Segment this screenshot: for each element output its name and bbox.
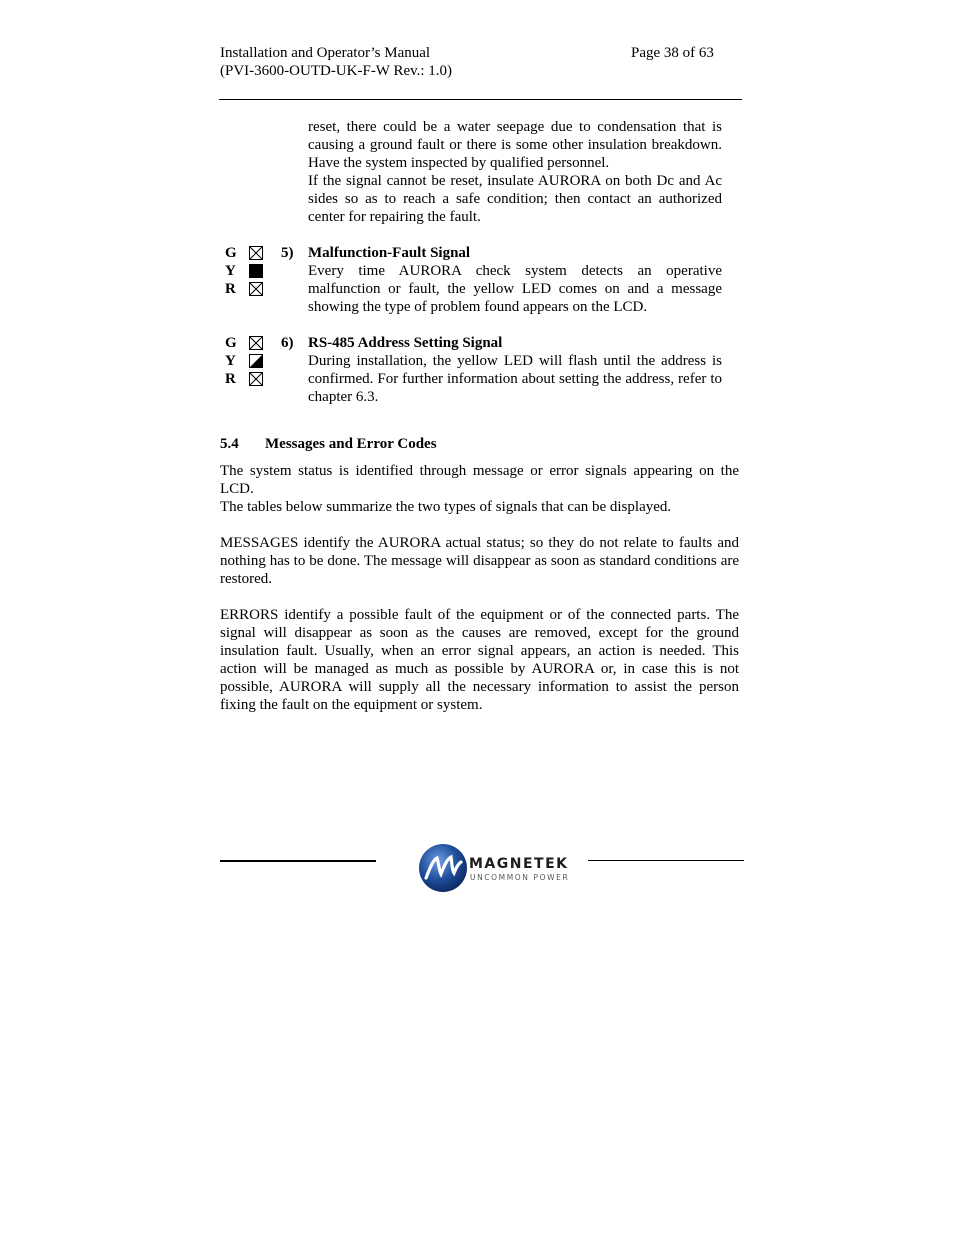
logo-brand-name: MAGNETEK — [469, 856, 569, 872]
continuation-paragraph-1: reset, there could be a water seepage due to condensation that is causing a ground fault or there is some other insulation breakdown. Have the system inspected by qualified personnel. — [308, 119, 722, 171]
led-labels-signal-5 — [225, 244, 241, 298]
led-label-g: G — [225, 335, 237, 351]
signal-number-5: 5) — [281, 245, 294, 261]
led-off-icon — [249, 372, 263, 386]
led-label-y: Y — [225, 263, 236, 279]
intro-paragraph-2: The tables below summarize the two types of signals that can be displayed. — [220, 499, 672, 515]
manual-title: Installation and Operator’s Manual — [220, 45, 431, 61]
messages-text: MESSAGES identify the AURORA actual status; so they do not relate to faults and nothing has to be done. The message will disappear as soon as standard conditions are restored. — [220, 535, 739, 587]
magnetek-logo-icon — [417, 842, 469, 894]
intro-paragraph: The system status is identified through message or error signals appearing on the LCD. — [220, 463, 739, 497]
led-off-icon — [249, 282, 263, 296]
signal-description: Every time AURORA check system detects an operative malfunction or fault, the yellow LED comes on and a message showing the type of problem found appears on the LCD. — [308, 263, 722, 315]
led-label-r: R — [225, 371, 236, 387]
signal-title: RS-485 Address Setting Signal — [308, 335, 503, 351]
signal-description: During installation, the yellow LED will flash until the address is confirmed. For further information about setting the address, refer to chapter 6.3. — [308, 353, 722, 405]
footer-rule-left — [220, 860, 376, 862]
led-label-y: Y — [225, 353, 236, 369]
led-label-g: G — [225, 245, 237, 261]
led-indicators-signal-5 — [249, 246, 263, 300]
led-label-r: R — [225, 281, 236, 297]
signal-number-6: 6) — [281, 335, 294, 351]
led-off-icon — [249, 246, 263, 260]
signal-5-block — [308, 244, 722, 316]
signal-title: Malfunction-Fault Signal — [308, 245, 471, 261]
section-title: Messages and Error Codes — [265, 436, 437, 452]
footer-rule-right — [588, 860, 744, 861]
errors-paragraph — [220, 606, 739, 714]
errors-text: ERRORS identify a possible fault of the equipment or of the connected parts. The signal will disappear as soon as the causes are removed, except for the ground insulation fault. Usually, when an error signal appears, an action is needed. This action will be managed as much as possible by AURORA or, in case this is not possible, AURORA will supply all the necessary information to assist the person fixing the fault on the equipment or system. — [220, 607, 739, 713]
led-on-icon — [249, 264, 263, 278]
page-number: Page 38 of 63 — [631, 45, 714, 61]
magnetek-logo — [417, 842, 577, 894]
model-revision: (PVI-3600-OUTD-UK-F-W Rev.: 1.0) — [220, 63, 453, 79]
led-off-icon — [249, 336, 263, 350]
led-labels-signal-6 — [225, 334, 241, 388]
continuation-block — [308, 118, 722, 226]
signal-6-block — [308, 334, 722, 406]
section-number: 5.4 — [220, 436, 239, 452]
led-indicators-signal-6 — [249, 336, 263, 390]
logo-tagline: UNCOMMON POWER — [470, 873, 570, 882]
continuation-paragraph-2: If the signal cannot be reset, insulate AURORA on both Dc and Ac sides so as to reach a safe condition; then contact an authorized center for repairing the fault. — [308, 173, 722, 225]
messages-paragraph — [220, 534, 739, 588]
header-rule — [219, 99, 742, 100]
header-left — [220, 44, 452, 80]
led-flashing-icon — [249, 354, 263, 368]
section-intro — [220, 462, 739, 516]
